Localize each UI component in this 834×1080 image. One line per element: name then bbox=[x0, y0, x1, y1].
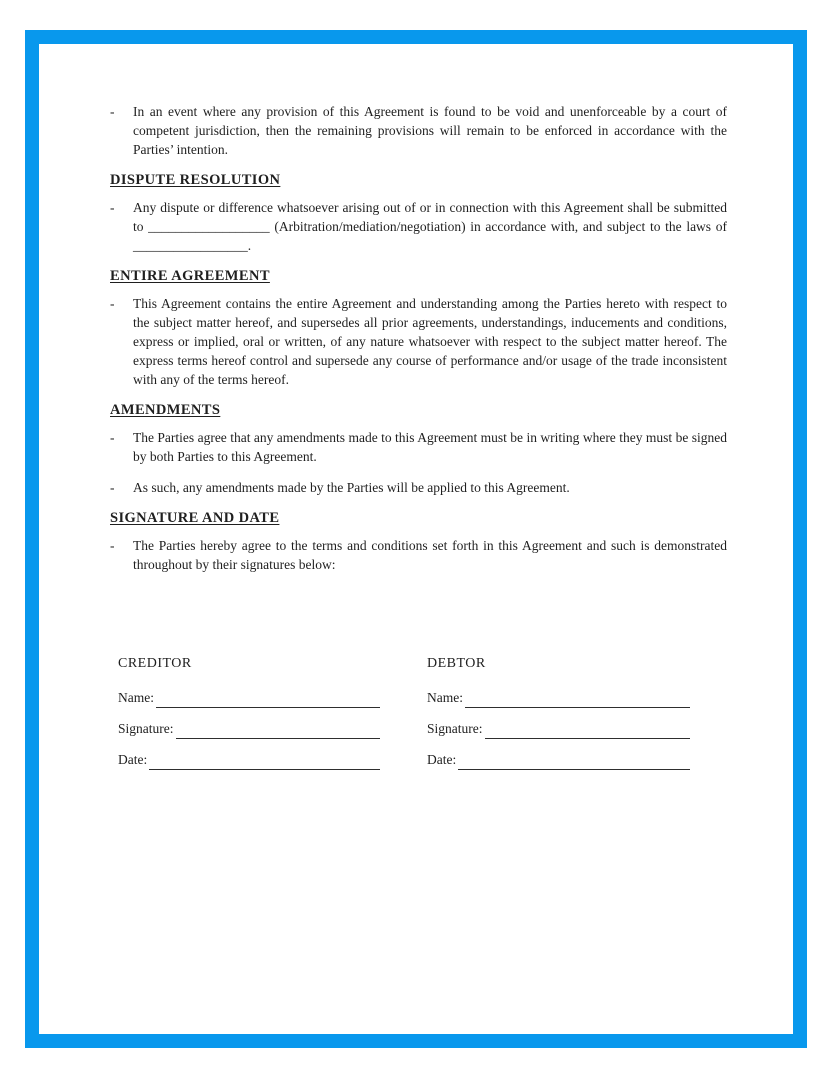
section-heading-dispute-resolution: DISPUTE RESOLUTION bbox=[110, 172, 281, 188]
section-heading-signature-and-date: SIGNATURE AND DATE bbox=[110, 510, 280, 526]
creditor-column bbox=[118, 654, 380, 781]
clause-amendments-writing bbox=[110, 428, 727, 466]
clause-text: The Parties hereby agree to the terms and conditions set forth in this Agreement and such is demonstrated throughout by their signatures below: bbox=[133, 538, 727, 572]
bullet-marker: - bbox=[110, 538, 115, 553]
clause-dispute-resolution bbox=[110, 198, 727, 255]
debtor-date-line bbox=[458, 750, 690, 770]
clause-amendments-applied bbox=[110, 478, 727, 497]
name-label: Name: bbox=[427, 690, 463, 705]
signature-section bbox=[118, 654, 690, 781]
agreement-document bbox=[110, 102, 727, 586]
debtor-date-row bbox=[427, 750, 690, 770]
debtor-signature-line bbox=[485, 719, 691, 739]
signature-label: Signature: bbox=[427, 721, 483, 736]
debtor-name-line bbox=[465, 688, 690, 708]
bullet-marker: - bbox=[110, 296, 115, 311]
clause-text: Any dispute or difference whatsoever arising out of or in connection with this Agreement shall be submitted to __________________ (Arbitration/mediation/negotiation) in accordance with, and subject to the laws of _________________. bbox=[133, 200, 727, 253]
debtor-column bbox=[427, 654, 690, 781]
clause-entire-agreement bbox=[110, 294, 727, 389]
creditor-signature-row bbox=[118, 719, 380, 739]
clause-text: The Parties agree that any amendments made to this Agreement must be in writing where they must be signed by both Parties to this Agreement. bbox=[133, 430, 727, 464]
bullet-marker: - bbox=[110, 104, 115, 119]
creditor-party-label: CREDITOR bbox=[118, 656, 192, 671]
clause-text: This Agreement contains the entire Agreement and understanding among the Parties hereto with respect to the subject matter hereof, and supersedes all prior agreements, understandings, inducements and conditions, express or implied, oral or written, of any nature whatsoever with respect to the subject matter hereof. The express terms hereof control and supersede any course of performance and/or usage of the trade inconsistent with any of the terms hereof. bbox=[133, 296, 727, 387]
debtor-signature-row bbox=[427, 719, 690, 739]
clause-text: As such, any amendments made by the Parties will be applied to this Agreement. bbox=[133, 480, 570, 495]
signature-label: Signature: bbox=[118, 721, 174, 736]
clause-text: In an event where any provision of this Agreement is found to be void and unenforceable by a court of competent jurisdiction, then the remaining provisions will remain to be enforced in accordance with the Parties’ intention. bbox=[133, 104, 727, 157]
date-label: Date: bbox=[427, 752, 457, 767]
debtor-name-row bbox=[427, 688, 690, 708]
debtor-party-label: DEBTOR bbox=[427, 656, 486, 671]
creditor-signature-line bbox=[176, 719, 381, 739]
clause-signature-intro bbox=[110, 536, 727, 574]
creditor-date-row bbox=[118, 750, 380, 770]
clause-severability bbox=[110, 102, 727, 159]
creditor-date-line bbox=[149, 750, 380, 770]
date-label: Date: bbox=[118, 752, 148, 767]
bullet-marker: - bbox=[110, 480, 115, 495]
bullet-marker: - bbox=[110, 200, 115, 215]
name-label: Name: bbox=[118, 690, 154, 705]
bullet-marker: - bbox=[110, 430, 115, 445]
creditor-name-line bbox=[156, 688, 380, 708]
creditor-name-row bbox=[118, 688, 380, 708]
section-heading-amendments: AMENDMENTS bbox=[110, 402, 221, 418]
section-heading-entire-agreement: ENTIRE AGREEMENT bbox=[110, 268, 270, 284]
